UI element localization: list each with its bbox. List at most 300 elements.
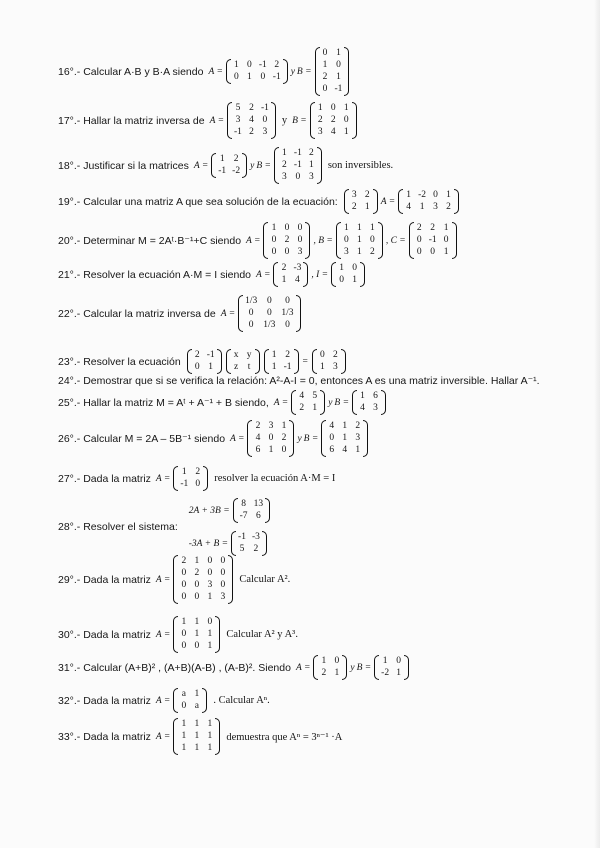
matrix-cell: 1 (194, 719, 200, 729)
matrix-name: A = (208, 66, 223, 77)
problem-22 (58, 295, 303, 332)
right-paren (303, 262, 308, 287)
matrix-name: A = (295, 662, 311, 673)
matrix-cell: 0 (266, 308, 272, 318)
equation-row (188, 498, 272, 523)
matrix-m1 (187, 349, 222, 374)
matrix-cell: 0 (220, 556, 226, 566)
matrix-grid (326, 420, 363, 457)
matrix-cell: 5 (239, 544, 245, 554)
matrix-cell: 0 (207, 568, 213, 578)
matrix-cell: 1 (271, 223, 277, 233)
matrix-cell: 0 (336, 60, 341, 70)
matrix-name: A = (155, 731, 171, 742)
matrix-cell: 2 (281, 433, 287, 443)
problem-19 (58, 189, 461, 214)
problem-text: 24°.- Demostrar que si se verifica la relación: A²-A-I = 0, entonces A es una matriz inversible. Hallar A⁻¹. (58, 375, 540, 387)
conjunction: y (297, 433, 302, 444)
matrix-cell: 1 (419, 202, 425, 212)
matrix-grid (341, 222, 378, 259)
matrix-cell: 1 (364, 202, 370, 212)
matrix-grid (216, 153, 242, 178)
matrix-cell: 1 (343, 223, 349, 233)
matrix-cell: 2 (255, 421, 261, 431)
right-paren (452, 222, 457, 259)
matrix-cell: 2 (333, 350, 338, 360)
matrix-cell: 0 (297, 235, 303, 245)
right-paren (373, 189, 378, 214)
matrix-grid (178, 466, 203, 491)
matrix-cell: -1 (334, 84, 343, 94)
matrix-cell: 1 (334, 668, 340, 678)
matrix-cell: 0 (195, 479, 201, 489)
matrix-cell: 1 (208, 362, 214, 372)
matrix-cell: -1 (260, 103, 269, 113)
matrix-grid (318, 655, 342, 680)
matrix-cell: 2 (284, 235, 290, 245)
matrix-a (238, 295, 300, 332)
matrix-cell: 6 (255, 445, 261, 455)
matrix-cell: 0 (322, 48, 328, 58)
problem-tail: demuestra que Aⁿ = 3ⁿ⁻¹ ·A (226, 731, 343, 743)
right-paren (360, 262, 365, 287)
conjunction: y (328, 397, 333, 408)
matrix-name: B = (256, 160, 271, 171)
matrix-cell: 0 (207, 556, 213, 566)
matrix-cell: 0 (220, 580, 226, 590)
right-paren (202, 688, 207, 713)
right-paren (262, 531, 267, 556)
matrix-name: , C = (385, 235, 406, 246)
matrix-cell: 3 (373, 403, 378, 413)
matrix-cell: 1 (246, 72, 252, 82)
problem-tail: Calcular A² y A³. (226, 629, 298, 640)
conjunction: y (281, 115, 288, 126)
right-paren (344, 47, 349, 96)
problem-tail: son inversibles. (327, 160, 394, 171)
problem-28 (58, 498, 272, 556)
matrix-name: A = (209, 115, 225, 126)
matrix-cell: -1 (293, 148, 302, 158)
matrix-cell: 1 (443, 223, 449, 233)
matrix-cell: 0 (271, 235, 277, 245)
matrix-cell: 0 (343, 235, 349, 245)
matrix-cell: 0 (181, 592, 187, 602)
matrix-cell: 2 (249, 127, 254, 137)
problem-25 (58, 390, 388, 415)
matrix-cell: 1 (308, 160, 314, 170)
matrix-grid (243, 295, 295, 332)
matrix-cell: 0 (181, 641, 187, 651)
problem-label: 32°.- Dada la matriz (58, 694, 151, 707)
matrix-cell: 1 (356, 247, 362, 257)
matrix-cell: 3 (235, 115, 241, 125)
matrix-cell: 1 (356, 223, 362, 233)
matrix-cell: 2 (194, 350, 200, 360)
matrix-cell: 2 (330, 115, 336, 125)
matrix-cell: 3 (268, 421, 274, 431)
matrix-cell: 1/3 (245, 296, 258, 306)
matrix-a (173, 718, 220, 755)
matrix-grid (357, 390, 381, 415)
matrix-cell: 2 (317, 115, 323, 125)
equation-lhs: 2A + 3B = (188, 505, 230, 516)
matrix-cell: 0 (181, 701, 187, 711)
matrix-cell: 0 (233, 72, 239, 82)
matrix-cell: 1 (219, 154, 225, 164)
matrix-a (173, 616, 220, 653)
matrix-cell: 0 (284, 247, 290, 257)
matrix-cell: 4 (255, 433, 261, 443)
matrix-a (173, 555, 233, 604)
matrix-name: , B = (313, 235, 333, 246)
right-paren (289, 420, 294, 457)
matrix-cell: 0 (322, 84, 328, 94)
matrix-cell: 1 (271, 350, 277, 360)
matrix-b (352, 390, 386, 415)
matrix-cell: 1 (207, 731, 213, 741)
matrix-grid (414, 222, 452, 259)
matrix-cell: 0 (194, 641, 200, 651)
matrix-cell: 0 (285, 320, 290, 330)
right-paren (454, 189, 459, 214)
matrix-cell: -3 (251, 532, 260, 542)
matrix-m2 (231, 531, 267, 556)
matrix-cell: 4 (330, 127, 336, 137)
matrix-cell: 0 (320, 350, 325, 360)
equation-lhs: -3A + B = (188, 538, 229, 549)
matrix-cell: 1 (336, 72, 341, 82)
matrix-cell: 1 (360, 391, 365, 401)
matrix-cell: 4 (406, 202, 411, 212)
matrix-cell: 2 (195, 467, 201, 477)
matrix-cell: 0 (433, 190, 438, 200)
problem-24 (58, 375, 544, 387)
right-paren (271, 102, 276, 139)
matrix-cell: 3 (207, 580, 213, 590)
matrix-cell: 1 (207, 719, 213, 729)
matrix-grid (379, 655, 404, 680)
matrix-cell: 4 (342, 445, 348, 455)
matrix-cell: 2 (181, 556, 187, 566)
matrix-cell: 1 (181, 719, 187, 729)
problem-21 (58, 262, 367, 287)
problem-tail: Calcular A². (239, 574, 291, 585)
matrix-cell: 1 (181, 467, 187, 477)
right-paren (341, 349, 346, 374)
matrix-grid (268, 222, 305, 259)
matrix-cell: 0 (181, 629, 187, 639)
matrix-cell: 1 (339, 263, 344, 273)
problem-33 (58, 718, 346, 755)
matrix-cell: 0 (266, 296, 272, 306)
matrix-a (227, 102, 276, 139)
right-paren (378, 222, 383, 259)
matrix-grid (238, 498, 265, 523)
right-paren (294, 349, 299, 374)
problem-label: 33°.- Dada la matriz (58, 730, 151, 743)
matrix-cell: 1 (342, 421, 348, 431)
right-paren (265, 498, 270, 523)
matrix-cell: 2 (285, 350, 290, 360)
matrix-cell: 2 (299, 403, 305, 413)
matrix-cell: 2 (369, 247, 375, 257)
problem-16 (58, 47, 351, 96)
matrix-cell: 0 (285, 296, 290, 306)
matrix-cell: 5 (312, 391, 318, 401)
problem-27 (58, 466, 339, 491)
matrix-cell: 1 (322, 60, 328, 70)
right-paren (217, 349, 222, 374)
matrix-b (310, 102, 357, 139)
problem-32 (58, 688, 274, 713)
matrix-name: B = (296, 66, 312, 77)
matrix-cell: -1 (206, 350, 215, 360)
matrix-grid (178, 688, 202, 713)
matrix-m4 (312, 349, 346, 374)
matrix-name: A = (273, 397, 289, 408)
matrix-cell: 1 (321, 656, 327, 666)
conjunction: y (290, 66, 295, 77)
matrix-grid (252, 420, 289, 457)
matrix-cell: 1 (207, 592, 213, 602)
matrix-cell: 1 (320, 362, 325, 372)
matrix-m1 (344, 189, 378, 214)
matrix-a (211, 153, 247, 178)
matrix-grid (296, 390, 320, 415)
problem-label: 30°.- Dada la matriz (58, 628, 151, 641)
matrix-cell: 2 (253, 544, 259, 554)
matrix-b (336, 222, 383, 259)
matrix-cell: 1 (352, 275, 357, 285)
matrix-cell: 1 (343, 127, 349, 137)
matrix-cell: -1 (283, 362, 292, 372)
matrix-cell: 1 (356, 235, 362, 245)
matrix-grid (320, 47, 345, 96)
matrix-cell: 3 (308, 172, 314, 182)
matrix-cell: 3 (433, 202, 438, 212)
matrix-cell: 8 (241, 499, 246, 509)
matrix-grid (178, 616, 215, 653)
matrix-cell: 1 (271, 362, 277, 372)
matrix-cell: 2 (322, 72, 328, 82)
matrix-cell: -2 (232, 166, 241, 176)
matrix-name: B = (356, 662, 372, 673)
matrix-cell: x (233, 350, 239, 360)
matrix-grid (315, 102, 352, 139)
matrix-cell: 0 (262, 115, 268, 125)
matrix-cell: 4 (329, 421, 335, 431)
matrix-cell: y (246, 350, 252, 360)
matrix-cell: -1 (180, 479, 189, 489)
matrix-cell: 0 (343, 115, 349, 125)
problem-label: 21°.- Resolver la ecuación A·M = I siendo (58, 268, 252, 281)
matrix-cell: 1 (281, 421, 287, 431)
right-paren (203, 466, 208, 491)
matrix-cell: 1 (181, 617, 187, 627)
matrix-name: , I = (311, 269, 329, 280)
matrix-name: A = (155, 574, 171, 585)
matrix-cell: 2 (233, 154, 239, 164)
matrix-cell: 0 (194, 362, 200, 372)
matrix-m2 (226, 349, 260, 374)
problem-label: 16°.- Calcular A·B y B·A siendo (58, 65, 204, 78)
matrix-grid (279, 147, 317, 184)
matrix-cell: 1 (268, 445, 274, 455)
matrix-cell: 1 (343, 103, 349, 113)
matrix-cell: -3 (293, 263, 302, 273)
matrix-cell: 0 (330, 103, 336, 113)
right-paren (305, 222, 310, 259)
matrix-grid (178, 718, 215, 755)
right-paren (215, 616, 220, 653)
matrix-cell: 1 (194, 617, 200, 627)
matrix-cell: 1 (406, 190, 411, 200)
matrix-cell: 0 (248, 308, 254, 318)
matrix-cell: 0 (194, 580, 200, 590)
matrix-cell: 0 (329, 433, 335, 443)
matrix-cell: 1 (181, 743, 187, 753)
matrix-name: A = (256, 269, 271, 280)
matrix-cell: 1 (233, 60, 239, 70)
problem-label: 27°.- Dada la matriz (58, 472, 151, 485)
matrix-cell: 0 (369, 235, 375, 245)
right-paren (255, 349, 260, 374)
problem-23 (58, 349, 348, 374)
matrix-cell: 2 (282, 160, 287, 170)
right-paren (317, 147, 322, 184)
matrix-cell: 1 (369, 223, 375, 233)
matrix-b (321, 420, 368, 457)
conjunction: y (250, 160, 255, 171)
matrix-cell: 1 (446, 190, 451, 200)
matrix-cell: 3 (297, 247, 303, 257)
matrix-a (226, 59, 288, 84)
problem-label: 26°.- Calcular M = 2A – 5B⁻¹ siendo (58, 432, 226, 445)
problem-label: 25°.- Hallar la matriz M = Aᵗ + A⁻¹ + B siendo, (58, 396, 269, 409)
matrix-cell: 0 (220, 568, 226, 578)
matrix-name: A = (155, 629, 171, 640)
matrix-grid (192, 349, 217, 374)
matrix-cell: 1 (355, 445, 361, 455)
matrix-cell: 0 (248, 320, 254, 330)
problem-label: 22°.- Calcular la matriz inversa de (58, 307, 216, 320)
matrix-cell: 1 (382, 656, 388, 666)
problem-20 (58, 222, 459, 259)
matrix-cell: 1 (282, 148, 287, 158)
equation-row (188, 531, 272, 556)
matrix-b (315, 47, 350, 96)
matrix-cell: -1 (218, 166, 227, 176)
problem-label: 28°.- Resolver el sistema: (58, 521, 178, 533)
matrix-cell: 0 (443, 235, 449, 245)
right-paren (283, 59, 288, 84)
matrix-cell: z (234, 362, 239, 372)
matrix-a (173, 688, 207, 713)
right-paren (363, 420, 368, 457)
matrix-cell: 1/3 (263, 320, 276, 330)
matrix-a (313, 655, 347, 680)
matrix-name: B = (303, 433, 319, 444)
right-paren (404, 655, 409, 680)
matrix-cell: 0 (430, 247, 436, 257)
matrix-b (374, 655, 409, 680)
matrix-cell: 4 (299, 391, 305, 401)
right-paren (320, 390, 325, 415)
matrix-cell: 1 (281, 275, 287, 285)
matrix-cell: 2 (351, 202, 357, 212)
matrix-cell: 0 (416, 247, 422, 257)
matrix-cell: 4 (295, 275, 300, 285)
matrix-cell: a (181, 689, 186, 699)
matrix-cell: 2 (194, 568, 200, 578)
matrix-cell: 3 (355, 433, 361, 443)
matrix-grid (269, 349, 294, 374)
matrix-cell: 2 (355, 421, 361, 431)
matrix-cell: 1 (317, 103, 323, 113)
matrix-name: B = (292, 115, 307, 126)
matrix-cell: 0 (334, 656, 340, 666)
matrix-cell: -2 (381, 668, 390, 678)
right-paren (228, 555, 233, 604)
problem-label: 19°.- Calcular una matriz A que sea solución de la ecuación: (58, 195, 338, 208)
matrix-cell: 1 (396, 668, 401, 678)
problem-label: 23°.- Resolver la ecuación (58, 355, 181, 368)
problem-label: 17°.- Hallar la matriz inversa de (58, 114, 205, 127)
matrix-cell: 0 (297, 223, 303, 233)
matrix-cell: 5 (235, 103, 241, 113)
matrix-cell: 2 (321, 668, 327, 678)
matrix-grid (236, 531, 262, 556)
matrix-name: A = (220, 308, 236, 319)
matrix-grid (336, 262, 360, 287)
matrix-cell: 0 (284, 223, 290, 233)
matrix-cell: 3 (343, 247, 349, 257)
matrix-cell: 13 (253, 499, 264, 509)
matrix-cell: -1 (258, 60, 267, 70)
matrix-cell: 3 (220, 592, 226, 602)
matrix-cell: 2 (308, 148, 314, 158)
problem-label: 31°.- Calcular (A+B)² , (A+B)(A-B) , (A-B)². Siendo (58, 661, 291, 674)
matrix-cell: 1 (312, 403, 318, 413)
matrix-cell: 6 (255, 511, 261, 521)
matrix-m2 (398, 189, 459, 214)
matrix-cell: 0 (416, 235, 422, 245)
right-paren (352, 102, 357, 139)
problem-label: 20°.- Determinar M = 2Aᵗ·B⁻¹+C siendo (58, 234, 242, 247)
matrix-cell: 3 (317, 127, 323, 137)
page-edge-shadow (594, 0, 600, 848)
matrix-cell: 0 (268, 433, 274, 443)
problem-label: 29°.- Dada la matriz (58, 573, 151, 586)
matrix-a (173, 466, 208, 491)
equation-system (188, 498, 272, 556)
matrix-cell: 1 (194, 743, 200, 753)
equals-sign: = (302, 356, 308, 367)
matrix-grid (349, 189, 373, 214)
matrix-cell: 1 (336, 48, 341, 58)
matrix-a (263, 222, 310, 259)
matrix-cell: 3 (333, 362, 338, 372)
matrix-cell: a (194, 701, 199, 711)
matrix-cell: 1 (194, 689, 200, 699)
matrix-grid (317, 349, 341, 374)
matrix-cell: -1 (234, 127, 242, 137)
right-paren (296, 295, 301, 332)
problem-18 (58, 147, 397, 184)
matrix-cell: 2 (274, 60, 280, 70)
matrix-i (331, 262, 365, 287)
